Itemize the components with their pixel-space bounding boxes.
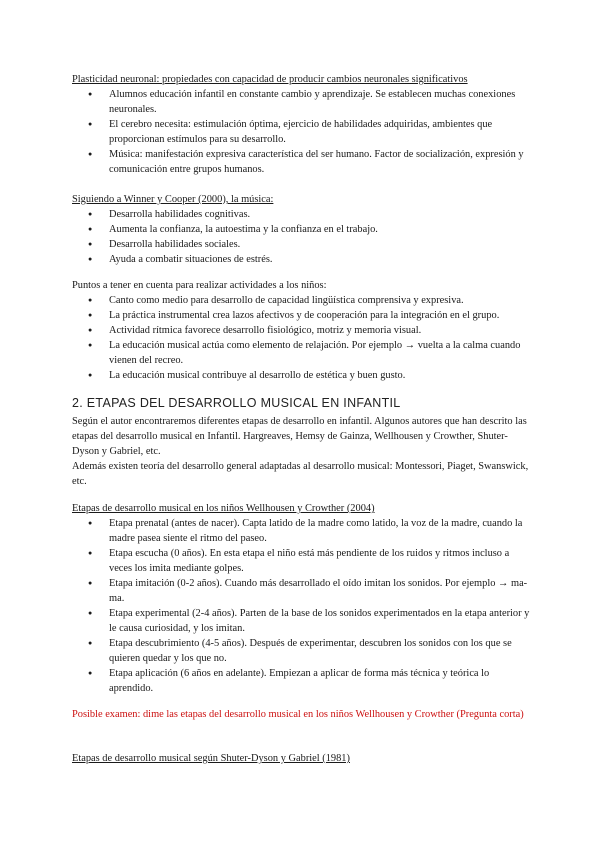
puntos-list bbox=[72, 293, 532, 383]
list-item: ● La educación musical actúa como elemento de relajación. Por ejemplo → vuelta a la calma cuando vienen del recreo. bbox=[72, 338, 532, 368]
list-item: ● Etapa escucha (0 años). En esta etapa el niño está más pendiente de los ruidos y ritmos incluso a veces los imita mediante golpes. bbox=[72, 546, 532, 576]
section-title: 2. ETAPAS DEL DESARROLLO MUSICAL EN INFANTIL bbox=[72, 396, 401, 410]
wellhousen-heading: Etapas de desarrollo musical en los niños Wellhousen y Crowther (2004) bbox=[72, 503, 375, 514]
list-item: ● Etapa imitación (0-2 años). Cuando más desarrollado el oído imitan los sonidos. Por ejemplo → ma-ma. bbox=[72, 576, 532, 606]
winner-list bbox=[72, 207, 532, 267]
list-item: ● Etapa prenatal (antes de nacer). Capta latido de la madre como latido, la voz de la madre, cuando la madre pasea siente el ritmo del paseo. bbox=[72, 516, 532, 546]
paragraph: Además existen teoría del desarrollo general adaptadas al desarrollo musical: Montessori, Piaget, Swanswick, etc. bbox=[72, 461, 529, 487]
puntos-section bbox=[72, 278, 532, 383]
section2-body bbox=[72, 414, 532, 489]
list-item: ● Desarrolla habilidades sociales. bbox=[72, 237, 532, 252]
list-item: ● Etapa aplicación (6 años en adelante). Empiezan a aplicar de forma más técnica y teórica lo aprendido. bbox=[72, 666, 532, 696]
list-item: ● Desarrolla habilidades cognitivas. bbox=[72, 207, 532, 222]
list-item: ● La educación musical contribuye al desarrollo de estética y buen gusto. bbox=[72, 368, 532, 383]
list-item: ● Actividad rítmica favorece desarrollo fisiológico, motriz y memoria visual. bbox=[72, 323, 532, 338]
wellhousen-list bbox=[72, 516, 532, 696]
list-item: ● Etapa experimental (2-4 años). Parten de la base de los sonidos experimentados en la etapa anterior y le causa curiosidad, y los imitan. bbox=[72, 606, 532, 636]
shuter-heading: Etapas de desarrollo musical según Shuter-Dyson y Gabriel (1981) bbox=[72, 753, 350, 764]
plasticidad-section bbox=[72, 72, 532, 177]
wellhousen-section bbox=[72, 501, 532, 696]
winner-section bbox=[72, 192, 532, 267]
list-item: ● Ayuda a combatir situaciones de estrés. bbox=[72, 252, 532, 267]
list-item: ● Alumnos educación infantil en constante cambio y aprendizaje. Se establecen muchas conexiones neuronales. bbox=[72, 87, 532, 117]
list-item: ● El cerebro necesita: estimulación óptima, ejercicio de habilidades adquiridas, ambientes que proporcionan estímulos para su desarrollo. bbox=[72, 117, 532, 147]
exam-note: Posible examen: dime las etapas del desarrollo musical en los niños Wellhousen y Crowther (Pregunta corta) bbox=[72, 709, 524, 720]
list-item: ● Música: manifestación expresiva característica del ser humano. Factor de socialización, expresión y comunicación entre grupos humanos. bbox=[72, 147, 532, 177]
winner-heading: Siguiendo a Winner y Cooper (2000), la música: bbox=[72, 194, 274, 205]
list-item: ● Canto como medio para desarrollo de capacidad lingüística comprensiva y expresiva. bbox=[72, 293, 532, 308]
plasticidad-heading: Plasticidad neuronal: propiedades con capacidad de producir cambios neuronales significativos bbox=[72, 74, 468, 85]
plasticidad-list bbox=[72, 87, 532, 177]
list-item: ● La práctica instrumental crea lazos afectivos y de cooperación para la integración en el grupo. bbox=[72, 308, 532, 323]
list-item: ● Aumenta la confianza, la autoestima y la confianza en el trabajo. bbox=[72, 222, 532, 237]
paragraph: Según el autor encontraremos diferentes etapas de desarrollo en infantil. Algunos autores que han descrito las etapas del desarrollo musical en Infantil. Hargreaves, Hemsy de Gainza, Wellhousen y Crowther, Shuter-Dyson y Gabriel, etc. bbox=[72, 416, 527, 457]
puntos-heading: Puntos a tener en cuenta para realizar actividades a los niños: bbox=[72, 280, 327, 291]
list-item: ● Etapa descubrimiento (4-5 años). Después de experimentar, descubren los sonidos con los que se quieren quedar y los que no. bbox=[72, 636, 532, 666]
